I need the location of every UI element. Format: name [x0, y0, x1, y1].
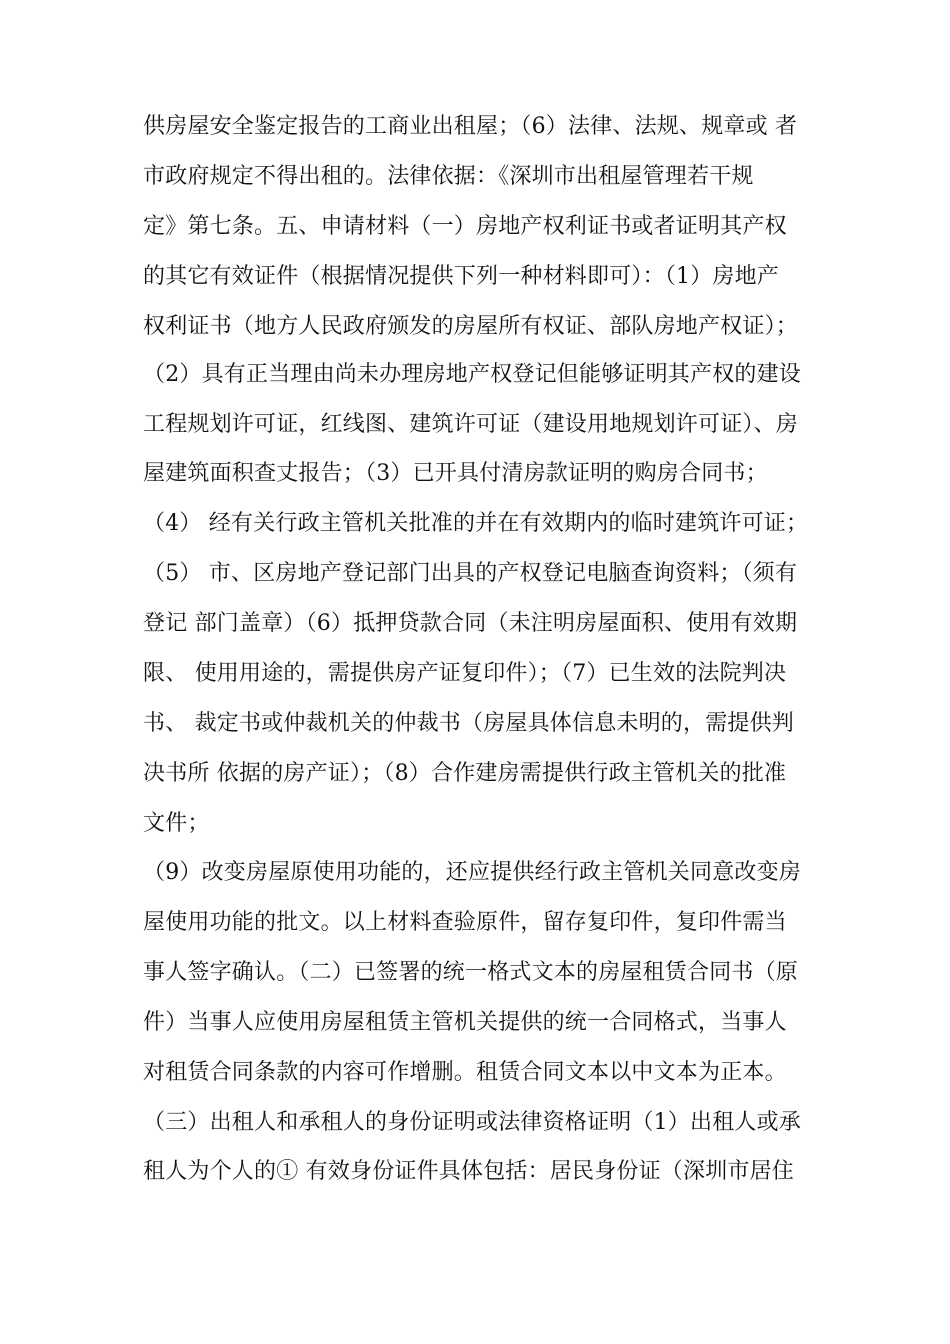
text-line: 工程规划许可证，红线图、建筑许可证（建设用地规划许可证）、房 — [143, 412, 799, 437]
text-line: （4） 经有关行政主管机关批准的并在有效期内的临时建筑许可证； — [143, 511, 809, 536]
text-line: 权利证书（地方人民政府颁发的房屋所有权证、部队房地产权证）； — [143, 314, 799, 339]
text-line: 的其它有效证件（根据情况提供下列一种材料即可）：（1）房地产 — [143, 264, 779, 289]
text-line: 决书所 依据的房产证）；（8）合作建房需提供行政主管机关的批准 — [143, 761, 787, 786]
text-line: 文件； — [143, 811, 210, 836]
text-line: 市政府规定不得出租的。法律依据：《深圳市出租屋管理若干规 — [143, 164, 754, 189]
text-line: 件）当事人应使用房屋租赁主管机关提供的统一合同格式，当事人 — [143, 1010, 787, 1035]
text-line: 租人为个人的① 有效身份证件具体包括：居民身份证（深圳市居住 — [143, 1159, 794, 1184]
text-line: 供房屋安全鉴定报告的工商业出租屋；（6）法律、法规、规章或 者 — [143, 114, 798, 139]
text-line: （2）具有正当理由尚未办理房地产权登记但能够证明其产权的建设 — [143, 362, 801, 387]
text-line: 屋建筑面积查丈报告；（3）已开具付清房款证明的购房合同书； — [143, 461, 768, 486]
text-line: 屋使用功能的批文。以上材料查验原件，留存复印件，复印件需当 — [143, 910, 787, 935]
text-line: （三）出租人和承租人的身份证明或法律资格证明（1）出租人或承 — [143, 1110, 801, 1135]
text-line: 对租赁合同条款的内容可作增删。租赁合同文本以中文本为正本。 — [143, 1060, 787, 1085]
text-line: 事人签字确认。（二）已签署的统一格式文本的房屋租赁合同书（原 — [143, 960, 799, 985]
text-line: 定》第七条。五、申请材料（一）房地产权利证书或者证明其产权 — [143, 214, 787, 239]
text-line: （9）改变房屋原使用功能的，还应提供经行政主管机关同意改变房 — [143, 860, 801, 885]
text-line: 登记 部门盖章）（6）抵押贷款合同（未注明房屋面积、使用有效期 — [143, 611, 798, 636]
text-line: 限、 使用用途的，需提供房产证复印件）；（7）已生效的法院判决 — [143, 661, 787, 686]
text-line: （5） 市、区房地产登记部门出具的产权登记电脑查询资料；（须有 — [143, 561, 798, 586]
text-line: 书、 裁定书或仲裁机关的仲裁书（房屋具体信息未明的，需提供判 — [143, 711, 794, 736]
